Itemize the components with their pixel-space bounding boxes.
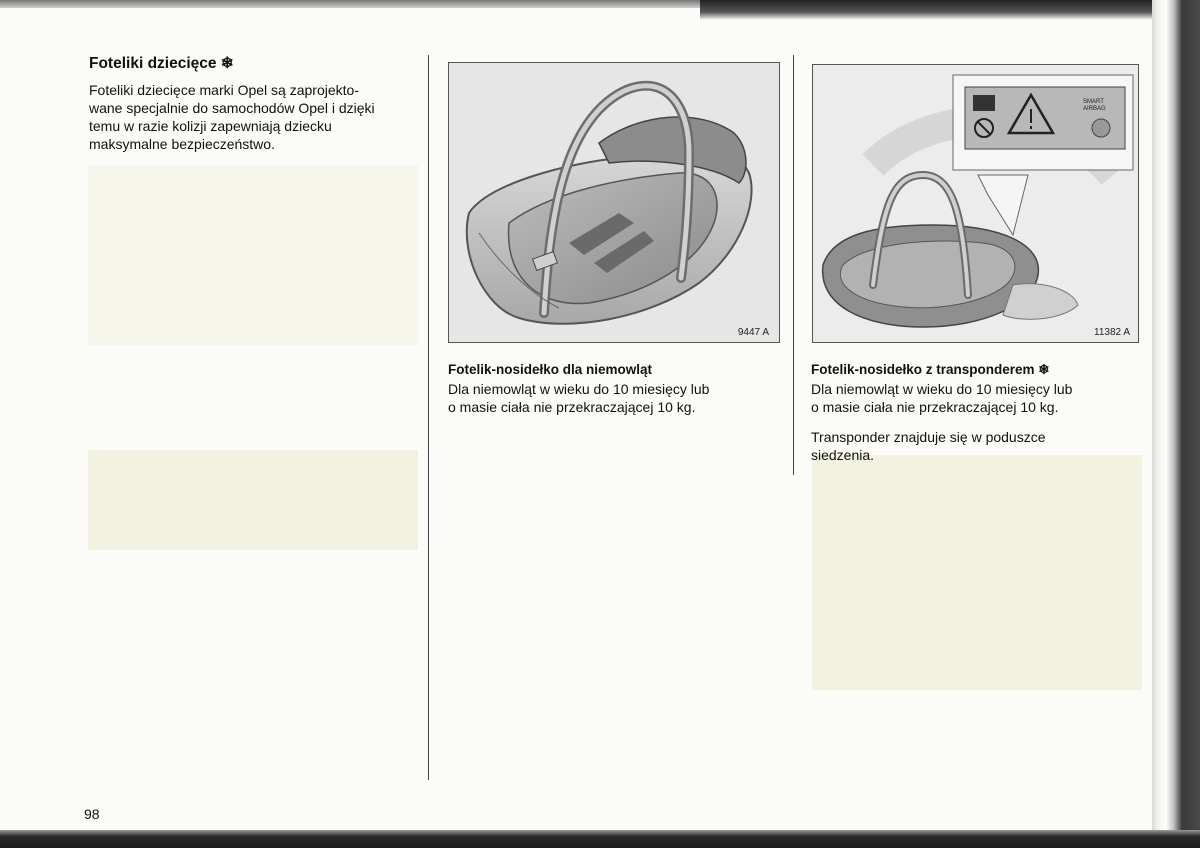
column-divider (793, 55, 794, 475)
transponder-note-line: siedzenia. (811, 447, 875, 463)
ghost-shading (88, 165, 418, 345)
ghost-shading (812, 455, 1142, 690)
ghost-shading (88, 450, 418, 550)
figure-caption-line: Dla niemowląt w wieku do 10 miesięcy lub (811, 381, 1073, 397)
figure-number: 11382 A (1094, 327, 1130, 338)
intro-line: Foteliki dziecięce marki Opel są zaprojekto- (89, 82, 359, 98)
figure-caption-line: o masie ciała nie przekraczającej 10 kg. (448, 399, 696, 415)
figure-caption-line: o masie ciała nie przekraczającej 10 kg. (811, 399, 1059, 415)
section-title: Foteliki dziecięce ❄ (89, 55, 234, 72)
column-divider (428, 55, 429, 780)
smart-airbag-label: SMART AIRBAG (1083, 99, 1106, 112)
page-number: 98 (84, 806, 100, 822)
transponder-carrier-figure (812, 64, 1139, 343)
transponder-note-line: Transponder znajduje się w poduszce (811, 429, 1046, 445)
scan-edge (0, 830, 1200, 848)
intro-line: wane specjalnie do samochodów Opel i dzięki (89, 100, 375, 116)
figure-caption-line: Dla niemowląt w wieku do 10 miesięcy lub (448, 381, 710, 397)
infant-carrier-figure (448, 62, 780, 343)
infant-carrier-illustration (449, 63, 779, 342)
intro-line: temu w razie kolizji zapewniają dziecku (89, 118, 332, 134)
intro-line: maksymalne bezpieczeństwo. (89, 136, 275, 152)
figure-caption-title: Fotelik-nosidełko dla niemowląt (448, 362, 653, 377)
figure-number: 9447 A (737, 327, 769, 338)
scan-edge (700, 0, 1170, 20)
figure-caption-title: Fotelik-nosidełko z transponderem ❄ (811, 362, 1050, 377)
scan-edge (1152, 0, 1200, 848)
